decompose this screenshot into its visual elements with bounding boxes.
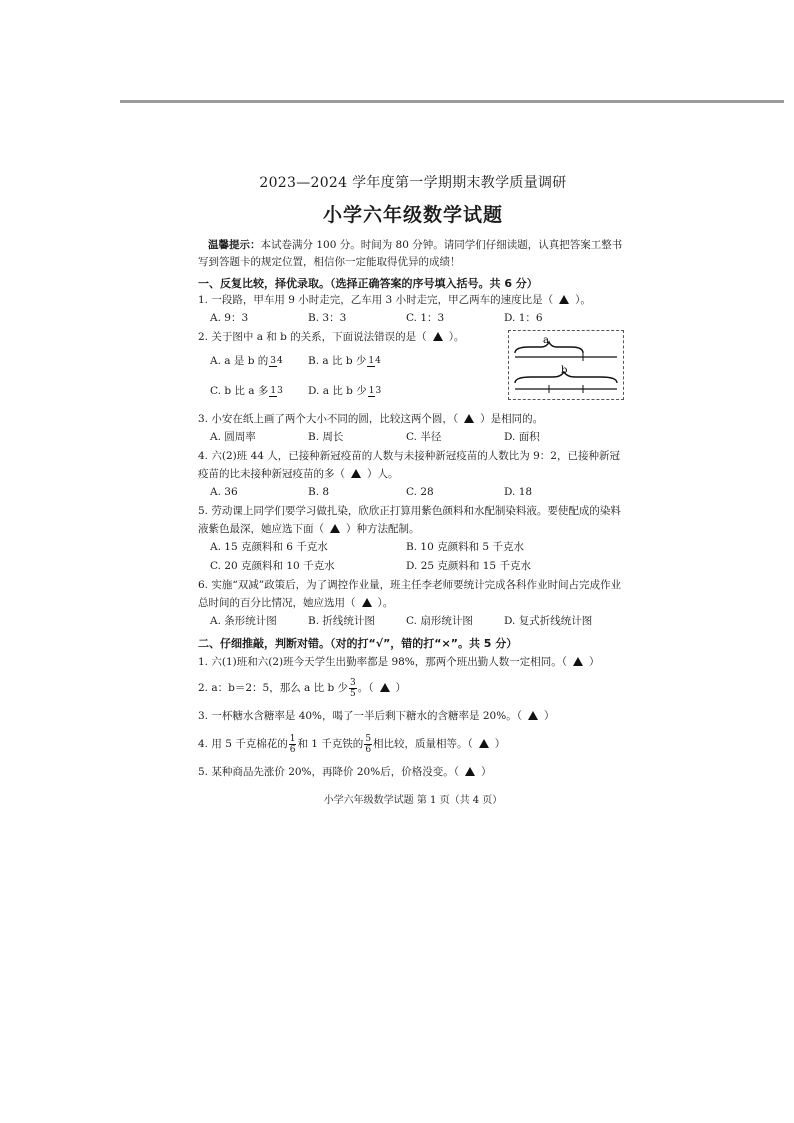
option-d: D. 面积 [504,431,540,443]
judge-text: 3. 一杯糖水含糖率是 40%，喝了一半后剩下糖水的含糖率是 20%。（ [198,710,522,722]
page-footer: 小学六年级数学试题 第 1 页（共 4 页） [323,795,503,806]
question-3 [198,410,628,428]
judge-tail: ） [543,710,555,722]
question-4 [198,447,628,483]
fraction: 13 [368,385,382,396]
judge-5 [198,759,628,785]
question-2-block [198,328,628,406]
judge-4: 4. 用 5 千克棉花的 $\frac{1}{6}$ 和 1 千克铁的 $\frac{5}{6}$ 相比较，质量相等。（ ） [198,733,506,755]
option-b: B. 8 [308,486,330,498]
notice-label: 温馨提示： [208,239,261,251]
fraction: $\frac{1}{6}$ [289,733,296,755]
option-d: D. 18 [504,486,533,498]
brace-b [515,372,617,383]
option-a: A. 条形统计图 [210,615,277,627]
triangle-icon [351,469,361,478]
judge-tail: ） [480,766,492,778]
question-tail: ）。 [377,597,394,609]
option-c: C. 28 [406,486,434,498]
fraction: $\frac{3}{5}$ [350,677,356,699]
triangle-icon [433,332,443,341]
question-tail: ）种方法配制。 [346,523,420,535]
fraction: 34 [270,355,283,366]
exam-page [198,172,628,806]
question-text: 6. 实施“双减”政策后，为了调控作业量，班主任李老师要统计完成各科作业时间占完成作业总时间的百分比情况，她应选用（ [198,579,622,609]
scan-edge-line [120,100,784,103]
judge-1 [198,651,628,673]
triangle-icon [330,524,340,533]
options-q1 [198,309,628,328]
option-a: A. a 是 b 的 34 [210,355,283,367]
option-b: B. a 比 b 少 14 [308,355,381,367]
triangle-icon [465,767,475,776]
option-d: D. 25 克颜料和 15 千克水 [406,560,531,572]
option-b: B. 周长 [308,431,344,443]
label-b: b [561,365,568,376]
question-text: 3. 小安在纸上画了两个大小不同的圆，比较这两个圆，（ [198,413,459,425]
triangle-icon [573,657,583,666]
option-a: A. 9：3 [210,312,249,324]
question-tail: ）。 [448,331,465,343]
option-c: C. 扇形统计图 [406,615,473,627]
option-c: C. 半径 [406,431,442,443]
section-title-judge: 二、仔细推敲，判断对错。（对的打“√”，错的打“×”。共 5 分） [198,637,518,650]
option-b: B. 3：3 [308,312,347,324]
exam-title: 小学六年级数学试题 [322,204,503,226]
question-tail: ）是相同的。 [480,413,544,425]
option-a: A. 圆周率 [210,431,256,443]
question-2 [198,328,498,346]
fraction: 13 [270,385,283,396]
option-b: B. 10 克颜料和 5 千克水 [406,541,524,553]
option-c: C. 20 克颜料和 10 千克水 [210,560,335,572]
question-6 [198,576,628,612]
judge-2: 2. a：b＝2：5，那么 a 比 b 少 $\frac{3}{5}$ 。（ ） [198,677,407,699]
judge-text: 5. 某种商品先涨价 20%，再降价 20%后，价格没变。（ [198,766,459,778]
options-q6 [198,612,628,631]
triangle-icon [479,739,489,748]
options-q4 [198,483,628,502]
option-d: D. 1：6 [504,312,543,324]
triangle-icon [559,295,569,304]
question-text: 5. 劳动课上同学们要学习做扎染，欣欣正打算用紫色颜料和水配制染料液。要使配成的染料液紫色最深，她应选下面（ [198,505,621,535]
option-a: A. 36 [210,486,238,498]
option-a: A. 15 克颜料和 6 千克水 [210,541,328,553]
notice [198,237,628,271]
judge-3 [198,703,628,729]
section-title-choice: 一、反复比较，择优录取。（选择正确答案的序号填入括号。共 6 分） [198,277,538,290]
triangle-icon [528,711,538,720]
exam-header: 2023—2024 学年度第一学期期末教学质量调研 [259,175,567,191]
options-q3 [198,428,628,447]
options-q5-row2 [198,557,628,576]
question-tail: ）。 [575,294,591,306]
triangle-icon [464,414,474,423]
question-tail: ）人。 [367,468,399,480]
question-text: 1. 一段路，甲车用 9 小时走完，乙车用 3 小时走完，甲乙两车的速度比是（ [198,294,554,306]
question-text: 2. 关于图中 a 和 b 的关系，下面说法错误的是（ [198,331,427,343]
question-5 [198,502,628,538]
option-c: C. b 比 a 多 13 [210,385,283,397]
option-c: C. 1：3 [406,312,445,324]
judge-tail: ） [589,656,600,668]
judge-text: 1. 六(1)班和六(2)班今天学生出勤率都是 98%，那两个班出勤人数一定相同。（ [198,656,568,668]
question-1 [198,291,628,309]
fraction: $\frac{5}{6}$ [365,733,372,755]
options-q5-row1 [198,538,628,557]
label-a: a [543,335,549,346]
option-d: D. 复式折线统计图 [504,615,593,627]
segment-diagram [508,330,624,400]
notice-text: 本试卷满分 100 分。时间为 80 分钟。请同学们仔细读题，认真把答案工整书写到答题卡的规定位置，相信你一定能取得优异的成绩！ [198,239,623,268]
triangle-icon [380,683,390,692]
question-text: 4. 六(2)班 44 人，已接种新冠疫苗的人数与未接种新冠疫苗的人数比为 9：2，已接种新冠疫苗的比未接种新冠疫苗的多（ [198,450,620,480]
segment-diagram-svg [509,331,623,399]
option-d: D. a 比 b 少 13 [308,385,382,397]
fraction: 14 [368,355,381,366]
triangle-icon [362,598,372,607]
option-b: B. 折线统计图 [308,615,375,627]
brace-a [515,342,583,353]
